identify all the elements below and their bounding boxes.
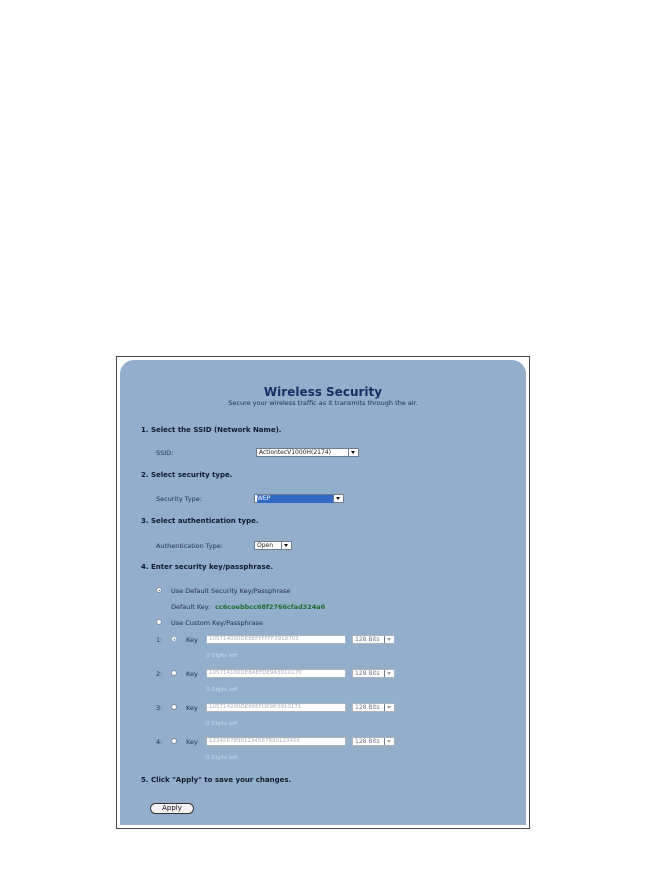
chevron-down-icon: [384, 636, 394, 643]
page-subtitle: Secure your wireless traffic as it transmits through the air.: [228, 399, 418, 407]
key-3-digits-left: 0 Digits left: [206, 721, 238, 727]
security-type-select[interactable]: [254, 494, 344, 503]
use-custom-key-label: Use Custom Key/Passphrase: [171, 619, 263, 627]
key-4-radio[interactable]: [171, 738, 177, 744]
chevron-down-icon: [333, 495, 343, 502]
key-4-bits-select[interactable]: [352, 737, 395, 746]
key-1-input[interactable]: 105714000DE8EFFFFFF3918703: [206, 635, 346, 644]
key-3-input[interactable]: 105714200DE88EFDE9B3910171: [206, 703, 346, 712]
key-1-bits-value: 128 Bits: [355, 636, 380, 643]
auth-type-value: Open: [257, 542, 274, 549]
key-3-bits-value: 128 Bits: [355, 704, 380, 711]
page-title: Wireless Security: [263, 385, 383, 399]
key-3-radio[interactable]: [171, 704, 177, 710]
chevron-down-icon: [384, 670, 394, 677]
chevron-down-icon: [384, 704, 394, 711]
key-4-digits-left: 0 Digits left: [206, 755, 238, 761]
key-2-input[interactable]: 105714100DE8AEFDE9A3910170: [206, 669, 346, 678]
use-default-key-radio[interactable]: [156, 587, 162, 593]
key-1-bits-select[interactable]: [352, 635, 395, 644]
auth-type-label: Authentication Type:: [156, 542, 223, 550]
auth-type-select[interactable]: [254, 541, 292, 550]
key-3-label: Key: [186, 704, 198, 712]
security-type-label: Security Type:: [156, 495, 202, 503]
step-3-heading: 3. Select authentication type.: [141, 517, 259, 525]
use-custom-key-radio[interactable]: [156, 619, 162, 625]
wireless-security-frame: [116, 356, 530, 829]
ssid-select[interactable]: [256, 448, 359, 457]
security-type-value: WEP: [257, 495, 333, 503]
key-2-bits-value: 128 Bits: [355, 670, 380, 677]
key-4-bits-value: 128 Bits: [355, 738, 380, 745]
key-3-index: 3:: [156, 704, 163, 712]
chevron-down-icon: [384, 738, 394, 745]
ssid-value: ActiontecV1000H(2174): [259, 449, 331, 456]
key-1-label: Key: [186, 636, 198, 644]
key-4-index: 4:: [156, 738, 163, 746]
chevron-down-icon: [281, 542, 291, 549]
key-4-label: Key: [186, 738, 198, 746]
key-2-label: Key: [186, 670, 198, 678]
key-2-bits-select[interactable]: [352, 669, 395, 678]
key-1-digits-left: 0 Digits left: [206, 653, 238, 659]
key-3-bits-select[interactable]: [352, 703, 395, 712]
ssid-label: SSID:: [156, 449, 174, 457]
step-5-heading: 5. Click "Apply" to save your changes.: [141, 776, 292, 784]
apply-button[interactable]: Apply: [150, 803, 194, 814]
use-default-key-label: Use Default Security Key/Passphrase: [171, 587, 291, 595]
key-4-input[interactable]: 12345678901234567890123456: [206, 737, 346, 746]
settings-panel: [120, 360, 526, 825]
default-key-value: cc6coebbcc68f2766cfad324a6: [215, 603, 326, 611]
key-1-index: 1:: [156, 636, 163, 644]
chevron-down-icon: [348, 449, 358, 456]
step-1-heading: 1. Select the SSID (Network Name).: [141, 426, 282, 434]
key-2-digits-left: 0 Digits left: [206, 687, 238, 693]
key-2-index: 2:: [156, 670, 163, 678]
key-1-radio[interactable]: [171, 636, 177, 642]
step-4-heading: 4. Enter security key/passphrase.: [141, 563, 274, 571]
default-key-label: Default Key:: [171, 603, 211, 611]
key-2-radio[interactable]: [171, 670, 177, 676]
step-2-heading: 2. Select security type.: [141, 471, 233, 479]
